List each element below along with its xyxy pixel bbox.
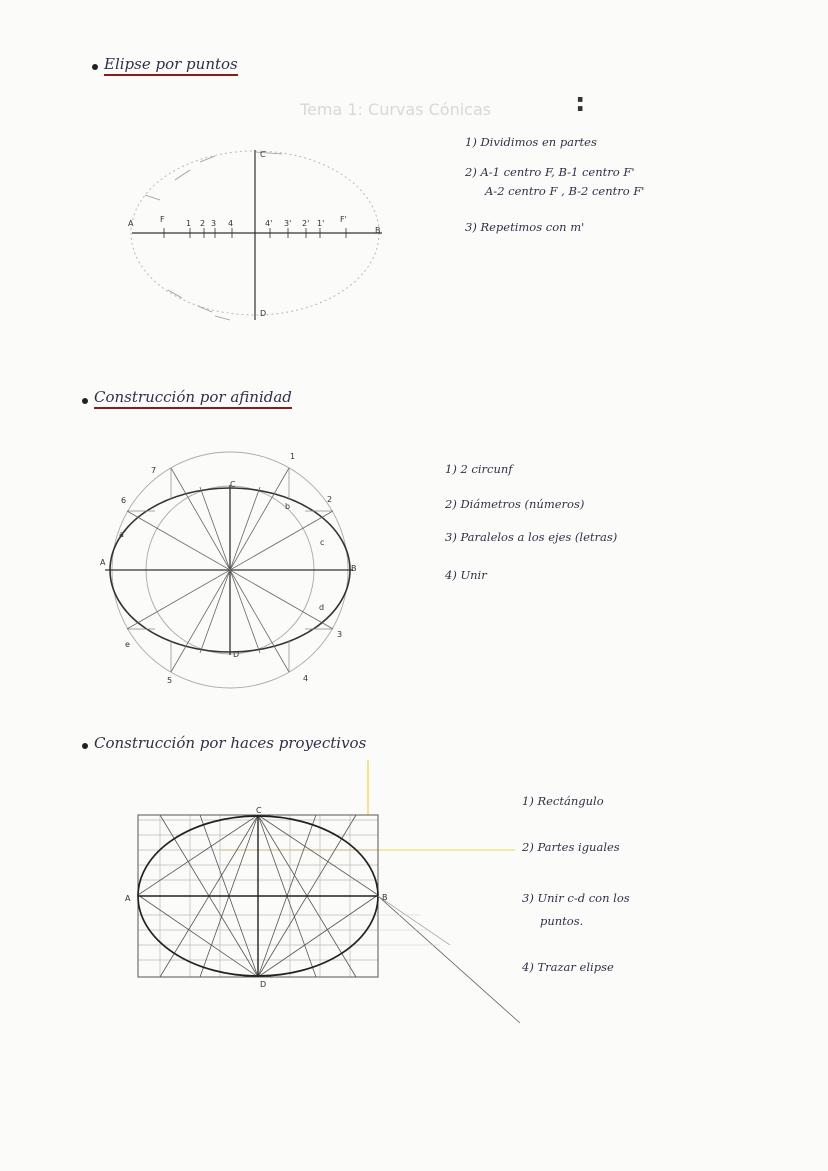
label-B-1: B [375, 226, 381, 235]
ellipse-points-diagram [120, 140, 400, 330]
label-m4-1: 4' [265, 219, 273, 228]
label-b-2: b [285, 502, 291, 511]
label-B-3: B [382, 893, 388, 902]
section-2-step-2: 2) Diámetros (números) [445, 497, 585, 511]
section-3-step-4: 4) Trazar elipse [522, 960, 614, 974]
section-1-step-2: 2) A-1 centro F, B-1 centro F' [465, 165, 635, 179]
label-A-1: A [128, 219, 134, 228]
label-F2-1: F' [340, 215, 347, 224]
label-n1-1: 1 [186, 219, 192, 228]
section-1-step-2b: A-2 centro F , B-2 centro F' [485, 184, 645, 198]
header-colon: : [575, 88, 586, 118]
label-D-1: D [260, 309, 267, 318]
label-n4-2: 4 [303, 674, 309, 683]
section-2-step-4: 4) Unir [445, 568, 487, 582]
label-m1-1: 1' [317, 219, 325, 228]
section-2-step-1: 1) 2 circunf [445, 462, 513, 476]
section-2-step-3: 3) Paralelos a los ejes (letras) [445, 530, 618, 544]
label-n3-2: 3 [337, 630, 343, 639]
bullet-section-2 [82, 398, 88, 404]
projective-diagram [120, 755, 540, 1030]
label-C-2: C [230, 480, 236, 489]
label-C-1: C [260, 150, 266, 159]
label-F-1: F [160, 215, 165, 224]
label-m3-1: 3' [284, 219, 292, 228]
section-1-step-3: 3) Repetimos con m' [465, 220, 585, 234]
label-C-3: C [256, 806, 262, 815]
label-e-2: e [125, 640, 130, 649]
affinity-diagram [95, 445, 375, 695]
label-A-3: A [125, 894, 131, 903]
section-1-step-1: 1) Dividimos en partes [465, 135, 597, 149]
label-D-3: D [260, 980, 267, 989]
label-d-2: d [319, 603, 325, 612]
label-n2-1: 2 [200, 219, 206, 228]
bullet-section-1 [92, 64, 98, 70]
label-n3-1: 3 [211, 219, 217, 228]
section-3-step-2: 2) Partes iguales [522, 840, 620, 854]
label-n6-2: 6 [121, 496, 127, 505]
label-m2-1: 2' [302, 219, 310, 228]
section-2-title: Construcción por afinidad [94, 388, 292, 406]
label-n5-2: 5 [167, 676, 173, 685]
section-3-step-3: 3) Unir c-d con los [522, 891, 630, 905]
label-n7-2: 7 [151, 466, 157, 475]
label-A-2: A [100, 558, 106, 567]
label-n1-2: 1 [290, 452, 296, 461]
label-B-2: B [351, 564, 357, 573]
section-3-step-3b: puntos. [540, 914, 584, 928]
section-3-step-1: 1) Rectángulo [522, 794, 604, 808]
section-3-title: Construcción por haces proyectivos [94, 734, 367, 752]
label-n4-1: 4 [228, 219, 234, 228]
section-1-title: Elipse por puntos [104, 55, 238, 73]
bullet-section-3 [82, 743, 88, 749]
label-a-2: a [119, 530, 124, 539]
label-D-2: D [233, 650, 240, 659]
label-c-2: c [320, 538, 325, 547]
faint-header-title: Tema 1: Curvas Cónicas [300, 100, 492, 119]
label-n2-2: 2 [327, 495, 333, 504]
